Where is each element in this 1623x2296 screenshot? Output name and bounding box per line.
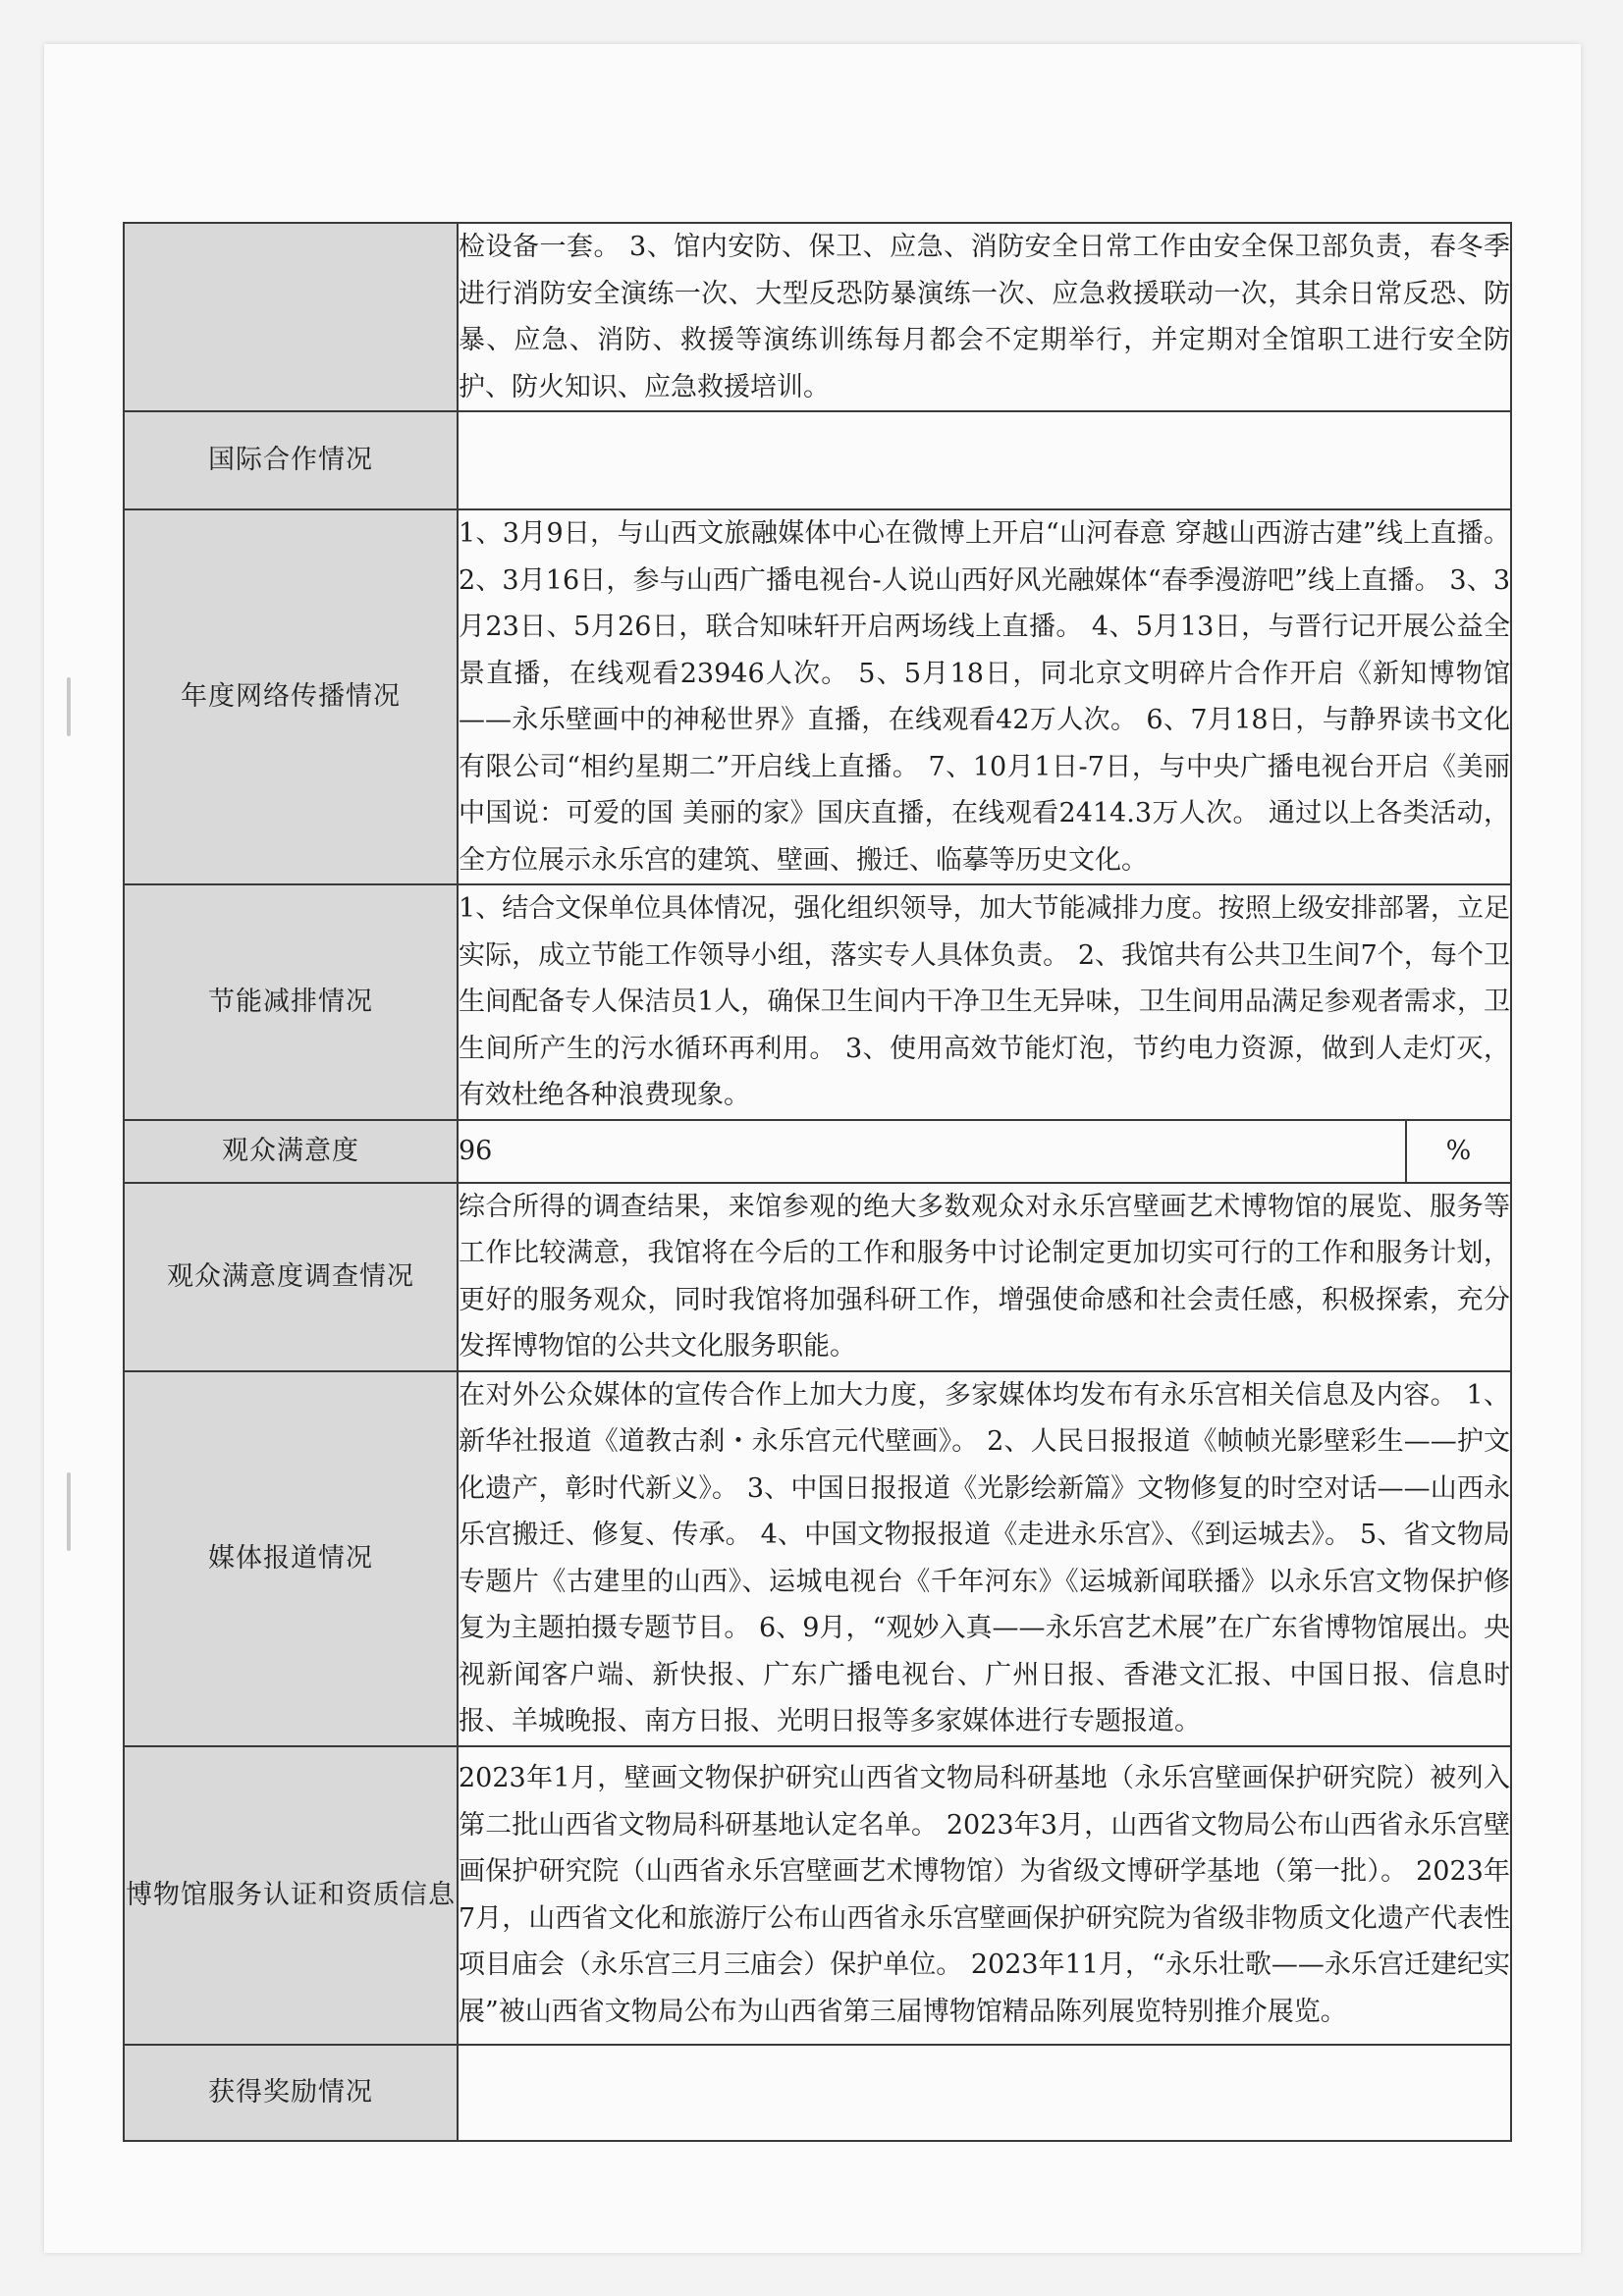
- row-certification-content: 2023年1月，壁画文物保护研究山西省文物局科研基地（永乐宫壁画保护研究院）被列入第二批山西省文物局科研基地认定名单。 2023年3月，山西省文物局公布山西省永乐宫壁画保护研究院（山西省永乐宫壁画艺术博物馆）为省级文博研学基地（第一批）。 2023年7月，山西省文化和旅游厅公布山西省永乐宫壁画保护研究院为省级非物质文化遗产代表性项目庙会（永乐宫三月三庙会）保护单位。 2023年11月，“永乐壮歌——永乐宫迁建纪实展”被山西省文物局公布为山西省第三届博物馆精品陈列展览特别推介展览。: [458, 1746, 1511, 2045]
- row-awards-content: [458, 2045, 1511, 2141]
- row-energy-saving-label: 节能减排情况: [124, 884, 458, 1120]
- museum-report-table: [123, 222, 1512, 2142]
- row-energy-saving-content: 1、结合文保单位具体情况，强化组织领导，加大节能减排力度。按照上级安排部署，立足实际，成立节能工作领导小组，落实专人具体负责。 2、我馆共有公共卫生间7个，每个卫生间配备专人保洁员1人，确保卫生间内干净卫生无异味，卫生间用品满足参观者需求，卫生间所产生的污水循环再利用。 3、使用高效节能灯泡，节约电力资源，做到人走灯灭，有效杜绝各种浪费现象。: [458, 884, 1511, 1120]
- binding-hole-mark: [67, 677, 71, 736]
- visitor-satisfaction-value: 96: [458, 1120, 1406, 1183]
- row-satisfaction-survey-content: 综合所得的调查结果，来馆参观的绝大多数观众对永乐宫壁画艺术博物馆的展览、服务等工作比较满意，我馆将在今后的工作和服务中讨论制定更加切实可行的工作和服务计划，更好的服务观众，同时我馆将加强科研工作，增强使命感和社会责任感，积极探索，充分发挥博物馆的公共文化服务职能。: [458, 1183, 1511, 1371]
- row-visitor-satisfaction: [124, 1120, 1511, 1183]
- row-safety: [124, 223, 1511, 411]
- row-international-cooperation-content: [458, 411, 1511, 509]
- visitor-satisfaction-unit: %: [1406, 1120, 1511, 1183]
- row-certification: [124, 1746, 1511, 2045]
- row-international-cooperation: [124, 411, 1511, 509]
- row-network-broadcast-label: 年度网络传播情况: [124, 509, 458, 884]
- row-satisfaction-survey-label: 观众满意度调查情况: [124, 1183, 458, 1371]
- row-international-cooperation-label: 国际合作情况: [124, 411, 458, 509]
- row-media-coverage: [124, 1371, 1511, 1746]
- row-network-broadcast: [124, 509, 1511, 884]
- row-network-broadcast-content: 1、3月9日，与山西文旅融媒体中心在微博上开启“山河春意 穿越山西游古建”线上直播。 2、3月16日，参与山西广播电视台-人说山西好风光融媒体“春季漫游吧”线上直播。 3、3月23日、5月26日，联合知味轩开启两场线上直播。 4、5月13日，与晋行记开展公益全景直播，在线观看23946人次。 5、5月18日，同北京文明碎片合作开启《新知博物馆——永乐壁画中的神秘世界》直播，在线观看42万人次。 6、7月18日，与静界读书文化有限公司“相约星期二”开启线上直播。 7、10月1日-7日，与中央广播电视台开启《美丽中国说：可爱的国 美丽的家》国庆直播，在线观看2414.3万人次。 通过以上各类活动，全方位展示永乐宫的建筑、壁画、搬迁、临摹等历史文化。: [458, 509, 1511, 884]
- row-media-coverage-label: 媒体报道情况: [124, 1371, 458, 1746]
- row-awards-label: 获得奖励情况: [124, 2045, 458, 2141]
- row-awards: [124, 2045, 1511, 2141]
- row-energy-saving: [124, 884, 1511, 1120]
- row-satisfaction-survey: [124, 1183, 1511, 1371]
- binding-hole-mark: [67, 1472, 71, 1551]
- row-media-coverage-content: 在对外公众媒体的宣传合作上加大力度，多家媒体均发布有永乐宫相关信息及内容。 1、新华社报道《道教古刹・永乐宫元代壁画》。 2、人民日报报道《帧帧光影壁彩生——护文化遗产，彰时代新义》。 3、中国日报报道《光影绘新篇》文物修复的时空对话——山西永乐宫搬迁、修复、传承。 4、中国文物报报道《走进永乐宫》、《到运城去》。 5、省文物局专题片《古建里的山西》、运城电视台《千年河东》《运城新闻联播》以永乐宫文物保护修复为主题拍摄专题节目。 6、9月，“观妙入真——永乐宫艺术展”在广东省博物馆展出。央视新闻客户端、新快报、广东广播电视台、广州日报、香港文汇报、中国日报、信息时报、羊城晚报、南方日报、光明日报等多家媒体进行专题报道。: [458, 1371, 1511, 1746]
- row-safety-label: [124, 223, 458, 411]
- row-certification-label: 博物馆服务认证和资质信息: [124, 1746, 458, 2045]
- row-safety-content: 检设备一套。 3、馆内安防、保卫、应急、消防安全日常工作由安全保卫部负责，春冬季进行消防安全演练一次、大型反恐防暴演练一次、应急救援联动一次，其余日常反恐、防暴、应急、消防、救援等演练训练每月都会不定期举行，并定期对全馆职工进行安全防护、防火知识、应急救援培训。: [458, 223, 1511, 411]
- row-visitor-satisfaction-label: 观众满意度: [124, 1120, 458, 1183]
